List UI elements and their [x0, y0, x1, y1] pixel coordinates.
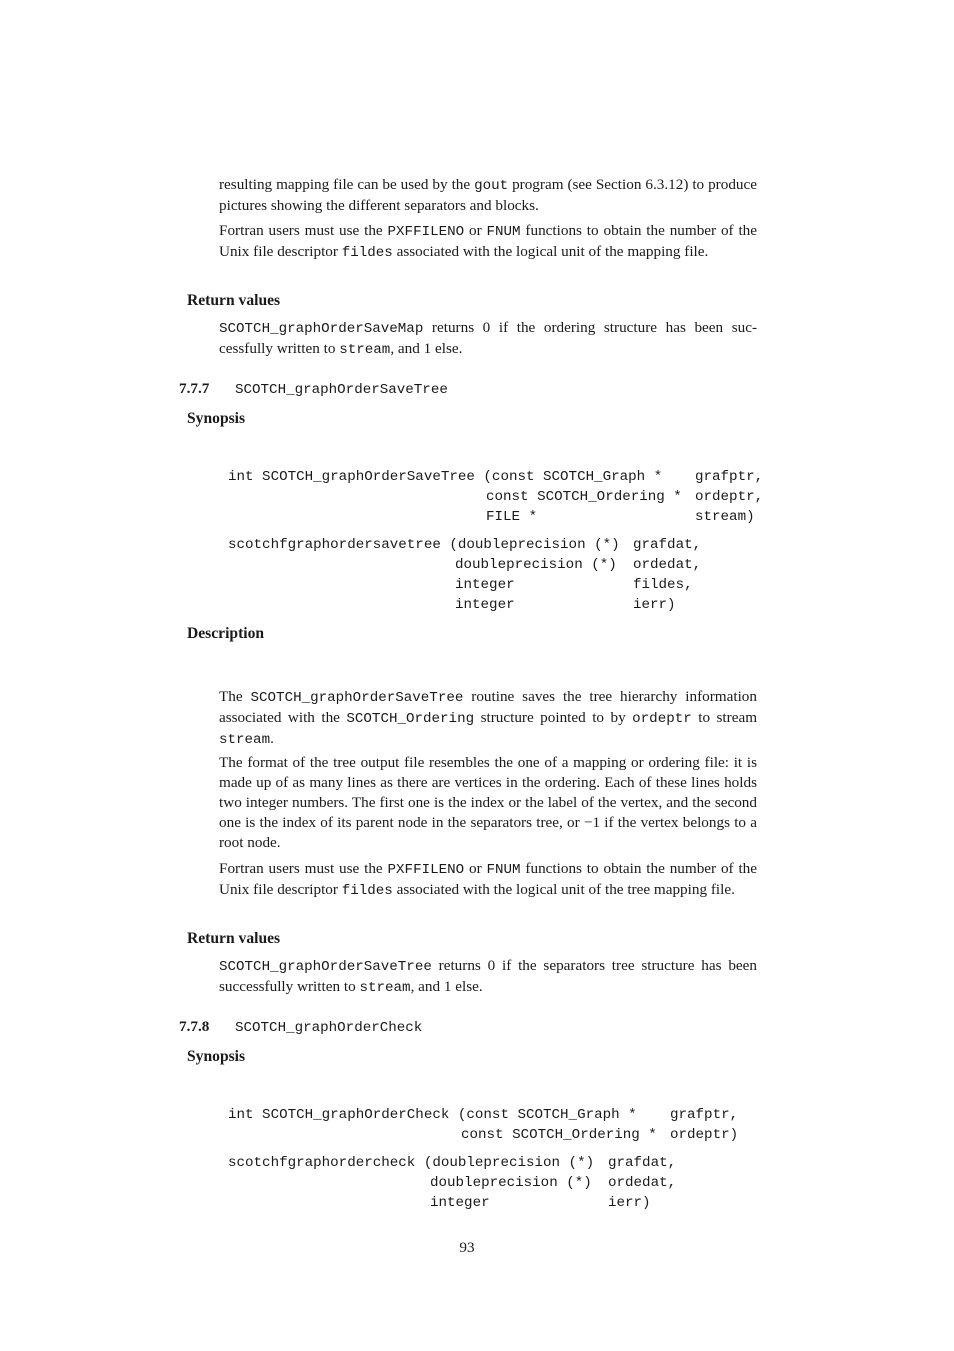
code-line: integer	[455, 577, 515, 593]
code-param: ordedat,	[608, 1175, 677, 1191]
code-param: fildes,	[633, 577, 693, 593]
code-param: ordeptr)	[670, 1127, 739, 1143]
code-line: int SCOTCH_graphOrderSaveTree (const SCOTCH_Graph *	[228, 469, 663, 485]
code-param: ordeptr,	[695, 489, 764, 505]
return-values-savemap: SCOTCH_graphOrderSaveMap returns 0 if the ordering structure has been successfully written to stream, and 1 else.	[219, 319, 757, 358]
code-line: integer	[455, 597, 515, 613]
code-line: doubleprecision (*)	[430, 1175, 592, 1191]
description-paragraph-1: The SCOTCH_graphOrderSaveTree routine saves the tree hierarchy information associated with the SCOTCH_Ordering structure pointed to by ordeptr to stream stream.	[219, 688, 758, 748]
code-param: grafptr,	[670, 1107, 739, 1123]
description-paragraph-2: The format of the tree output file resembles the one of a mapping or ordering file: it is made up of as many lines as there are vertices in the ordering. Each of these lines holds two integer numbers. The first one is the index or the label of the vertex, and the second one is the index of its parent node in the separators tree, or −1 if the vertex belongs to a root node.	[219, 754, 757, 851]
code-param: grafdat,	[608, 1155, 677, 1171]
page-number: 93	[459, 1239, 475, 1256]
return-values-heading: Return values	[187, 930, 281, 947]
code-line: const SCOTCH_Ordering *	[486, 489, 682, 505]
code-param: grafdat,	[633, 537, 702, 553]
return-values-savetree: SCOTCH_graphOrderSaveTree returns 0 if the separators tree structure has been successfully written to stream, and 1 else.	[219, 957, 757, 996]
code-line: integer	[430, 1195, 490, 1211]
synopsis-heading: Synopsis	[187, 1048, 246, 1065]
description-paragraph-3: Fortran users must use the PXFFILENO or FNUM functions to obtain the number of the Unix file descriptor fildes associated with the logical unit of the tree mapping file.	[219, 860, 757, 899]
code-line: doubleprecision (*)	[455, 557, 617, 573]
return-values-heading: Return values	[187, 292, 281, 309]
section-heading-7-7-8: 7.7.8 SCOTCH_graphOrderCheck	[179, 1018, 423, 1036]
paragraph-fortran-mapping: Fortran users must use the PXFFILENO or FNUM functions to obtain the number of the Unix file descriptor fildes associated with the logical unit of the mapping file.	[219, 222, 757, 261]
code-line: const SCOTCH_Ordering *	[461, 1127, 657, 1143]
code-line: int SCOTCH_graphOrderCheck (const SCOTCH_Graph *	[228, 1107, 637, 1123]
code-param: grafptr,	[695, 469, 764, 485]
code-param: ierr)	[633, 597, 676, 613]
code-param: stream)	[695, 509, 755, 525]
code-line: FILE *	[486, 509, 538, 525]
code-line: scotchfgraphordercheck (doubleprecision (*)	[228, 1155, 595, 1171]
code-param: ordedat,	[633, 557, 702, 573]
paragraph-gout: resulting mapping file can be used by the gout program (see Section 6.3.12) to produce pictures showing the different separators and blocks.	[219, 176, 757, 214]
description-heading: Description	[187, 625, 265, 642]
code-param: ierr)	[608, 1195, 651, 1211]
code-line: scotchfgraphordersavetree (doubleprecision (*)	[228, 537, 620, 553]
section-heading-7-7-7: 7.7.7 SCOTCH_graphOrderSaveTree	[179, 380, 448, 398]
synopsis-heading: Synopsis	[187, 410, 246, 427]
